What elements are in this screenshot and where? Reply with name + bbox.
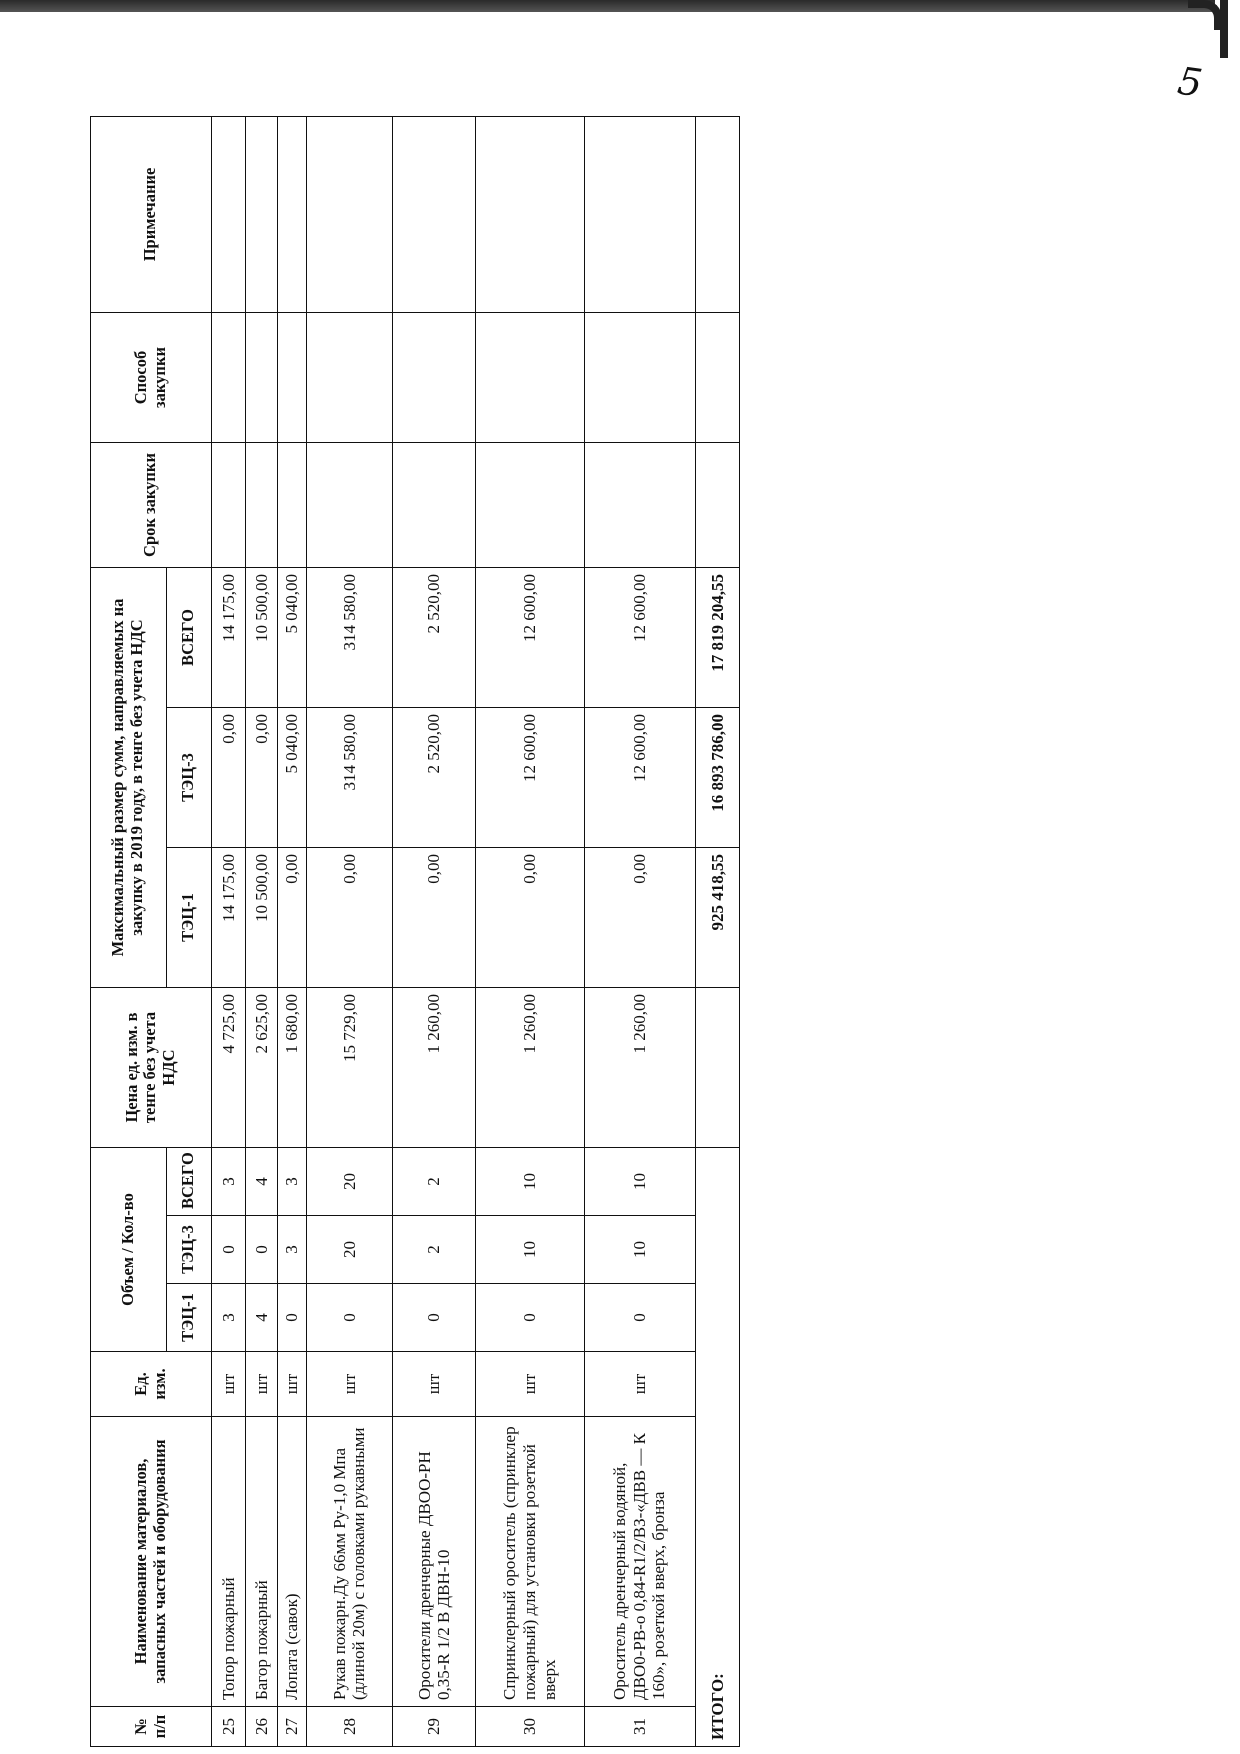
row-sum-tec3: 0,00 [211,708,245,848]
row-no: 30 [475,1707,584,1747]
row-qty-total: 10 [584,1148,695,1216]
row-term [584,443,695,568]
row-method [475,313,584,443]
row-price: 1 260,00 [584,988,695,1148]
row-qty-tec1: 0 [306,1284,393,1352]
table-row [393,117,476,1747]
row-sum-total: 12 600,00 [584,568,695,708]
row-sum-tec1: 14 175,00 [211,848,245,988]
row-unit: шт [306,1352,393,1417]
scan-corner-mark [1188,0,1222,30]
row-qty-tec3: 0 [246,1216,278,1284]
table-row [306,117,393,1747]
header-sum-total: ВСЕГО [166,568,211,708]
row-name: Ороситель дренчерный водяной, ДВО0-РВ-о 0,84-R1/2/ВЗ-«ДВВ — К 160», розеткой вверх, бронза [584,1417,695,1707]
row-sum-tec3: 12 600,00 [475,708,584,848]
row-sum-total: 12 600,00 [475,568,584,708]
row-qty-tec1: 4 [246,1284,278,1352]
row-note [393,117,476,313]
row-sum-tec3: 314 580,00 [306,708,393,848]
row-unit: шт [584,1352,695,1417]
row-sum-tec1: 0,00 [584,848,695,988]
row-sum-total: 5 040,00 [278,568,306,708]
page-number: 5 [1175,58,1206,106]
total-term [695,443,739,568]
procurement-table-rotated [90,117,740,1747]
total-sum-tec3: 16 893 786,00 [695,708,739,848]
scan-top-edge [0,0,1215,12]
header-row-1 [91,117,167,1747]
row-price: 2 625,00 [246,988,278,1148]
table-row [246,117,278,1747]
header-qty-tec3: ТЭЦ-3 [166,1216,211,1284]
row-sum-tec1: 10 500,00 [246,848,278,988]
total-row [695,117,739,1747]
row-note [211,117,245,313]
header-qty-tec1: ТЭЦ-1 [166,1284,211,1352]
row-no: 27 [278,1707,306,1747]
row-sum-total: 2 520,00 [393,568,476,708]
total-note [695,117,739,313]
row-price: 1 680,00 [278,988,306,1148]
row-price: 1 260,00 [475,988,584,1148]
header-volume: Объем / Кол-во [91,1148,167,1352]
row-qty-tec1: 0 [475,1284,584,1352]
row-method [278,313,306,443]
header-sum-tec3: ТЭЦ-3 [166,708,211,848]
total-price [695,988,739,1148]
row-term [278,443,306,568]
row-method [306,313,393,443]
row-method [584,313,695,443]
row-term [393,443,476,568]
row-term [475,443,584,568]
row-qty-tec3: 0 [211,1216,245,1284]
row-sum-tec3: 12 600,00 [584,708,695,848]
row-unit: шт [475,1352,584,1417]
row-qty-total: 20 [306,1148,393,1216]
row-qty-total: 3 [211,1148,245,1216]
header-price: Цена ед. изм. в тенге без учета НДС [91,988,212,1148]
row-qty-total: 3 [278,1148,306,1216]
row-sum-tec1: 0,00 [393,848,476,988]
header-qty-total: ВСЕГО [166,1148,211,1216]
row-no: 26 [246,1707,278,1747]
row-sum-total: 14 175,00 [211,568,245,708]
row-qty-total: 2 [393,1148,476,1216]
header-note: Примечание [91,117,212,313]
row-sum-tec3: 5 040,00 [278,708,306,848]
row-term [211,443,245,568]
row-no: 25 [211,1707,245,1747]
row-qty-tec1: 0 [584,1284,695,1352]
row-term [306,443,393,568]
row-qty-tec3: 2 [393,1216,476,1284]
row-qty-tec1: 0 [278,1284,306,1352]
row-method [211,313,245,443]
row-qty-tec1: 0 [393,1284,476,1352]
row-price: 4 725,00 [211,988,245,1148]
row-name: Лопата (савок) [278,1417,306,1707]
row-qty-tec3: 10 [584,1216,695,1284]
row-sum-tec3: 2 520,00 [393,708,476,848]
row-note [278,117,306,313]
row-method [246,313,278,443]
row-unit: шт [211,1352,245,1417]
row-sum-tec1: 0,00 [475,848,584,988]
total-sum-total: 17 819 204,55 [695,568,739,708]
table-row [584,117,695,1747]
row-note [475,117,584,313]
row-price: 15 729,00 [306,988,393,1148]
header-max-sum: Максимальный размер сумм, направляемых на закупку в 2019 году, в тенге без учета НДС [91,568,167,988]
row-name: Оросители дренчерные ДВОО-РН 0,35-R 1/2 В ДВН-10 [393,1417,476,1707]
row-qty-total: 4 [246,1148,278,1216]
row-unit: шт [393,1352,476,1417]
header-sum-tec1: ТЭЦ-1 [166,848,211,988]
row-unit: шт [246,1352,278,1417]
row-price: 1 260,00 [393,988,476,1148]
row-note [584,117,695,313]
row-term [246,443,278,568]
table-row [278,117,306,1747]
row-unit: шт [278,1352,306,1417]
header-no: № п/п [91,1707,212,1747]
row-method [393,313,476,443]
row-name: Спринклерный ороситель (спринклер пожарный) для установки розеткой вверх [475,1417,584,1707]
row-sum-tec1: 0,00 [306,848,393,988]
table-row [211,117,245,1747]
row-sum-total: 10 500,00 [246,568,278,708]
row-note [246,117,278,313]
row-name: Рукав пожарн.Ду 66мм Ру-1,0 Мпа (длиной 20м) с головками рукавными [306,1417,393,1707]
procurement-table [90,116,740,1747]
header-term: Срок закупки [91,443,212,568]
row-sum-tec1: 0,00 [278,848,306,988]
total-method [695,313,739,443]
total-label: ИТОГО: [695,1148,739,1747]
total-sum-tec1: 925 418,55 [695,848,739,988]
row-no: 31 [584,1707,695,1747]
row-no: 29 [393,1707,476,1747]
header-name: Наименование материалов, запасных частей и оборудования [91,1417,212,1707]
row-qty-tec3: 3 [278,1216,306,1284]
row-qty-total: 10 [475,1148,584,1216]
row-note [306,117,393,313]
row-sum-tec3: 0,00 [246,708,278,848]
table-row [475,117,584,1747]
row-qty-tec3: 20 [306,1216,393,1284]
row-name: Топор пожарный [211,1417,245,1707]
row-no: 28 [306,1707,393,1747]
row-sum-total: 314 580,00 [306,568,393,708]
header-unit: Ед. изм. [91,1352,212,1417]
row-name: Багор пожарный [246,1417,278,1707]
row-qty-tec1: 3 [211,1284,245,1352]
header-method: Способ закупки [91,313,212,443]
row-qty-tec3: 10 [475,1216,584,1284]
